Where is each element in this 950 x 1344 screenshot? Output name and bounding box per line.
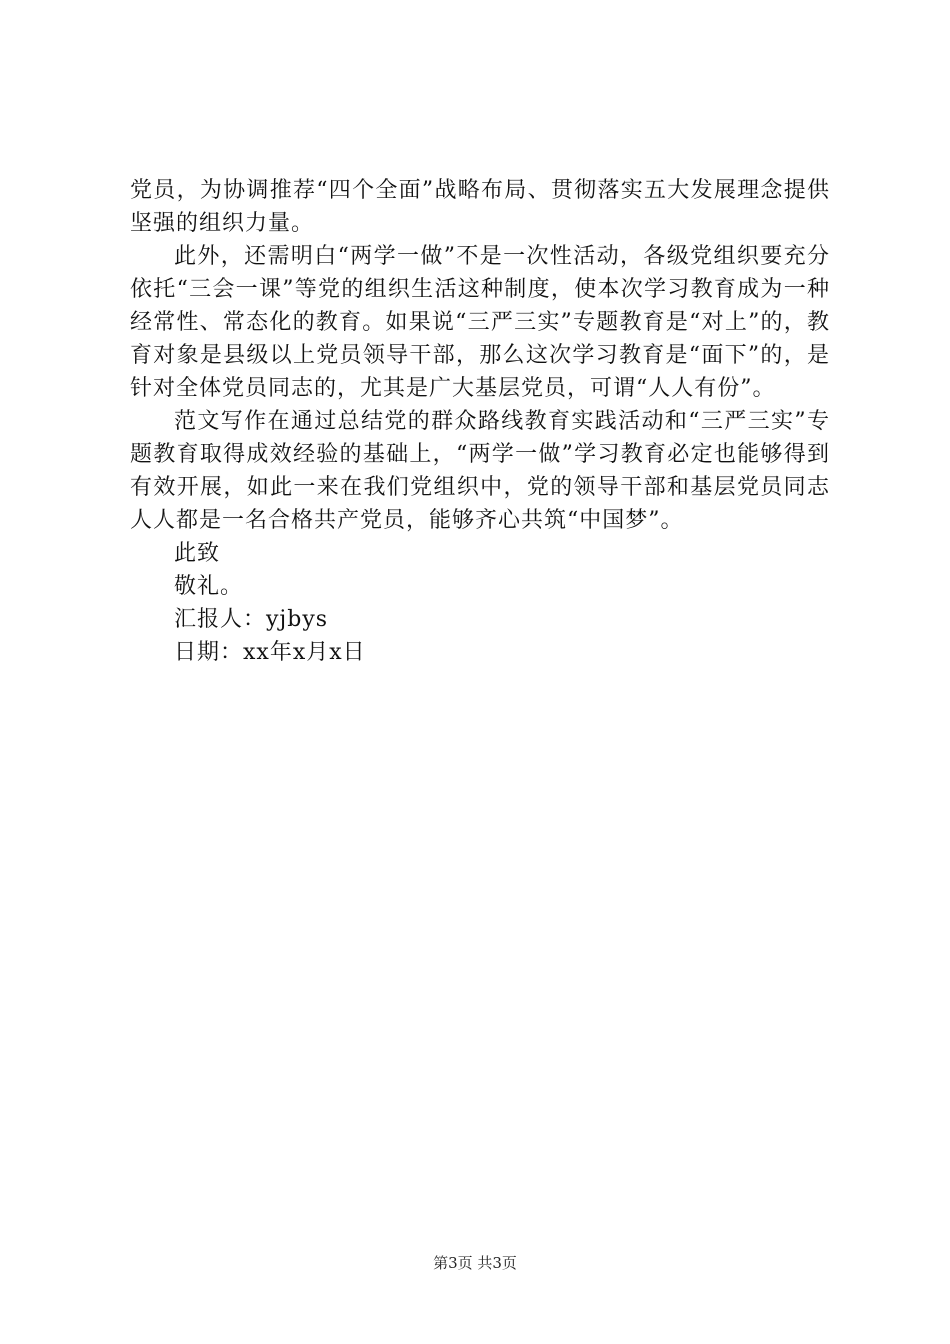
paragraph-3: 范文写作在通过总结党的群众路线教育实践活动和“三严三实”专题教育取得成效经验的基础上，“两学一做”学习教育必定也能够得到有效开展，如此一来在我们党组织中，党的领导干部和基层党员同志人人都是一名合格共产党员，能够齐心共筑“中国梦”。 — [130, 409, 830, 533]
paragraph-1: 党员，为协调推荐“四个全面”战略布局、贯彻落实五大发展理念提供坚强的组织力量。 — [130, 178, 830, 236]
closing-regards: 敬礼。 — [174, 574, 244, 599]
date-line: 日期：xx年x月x日 — [174, 640, 366, 665]
reporter-line: 汇报人：yjbys — [174, 607, 329, 632]
document-body — [130, 174, 830, 669]
paragraph-2: 此外，还需明白“两学一做”不是一次性活动，各级党组织要充分依托“三会一课”等党的组织生活这种制度，使本次学习教育成为一种经常性、常态化的教育。如果说“三严三实”专题教育是“对上”的，教育对象是县级以上党员领导干部，那么这次学习教育是“面下”的，是针对全体党员同志的，尤其是广大基层党员，可谓“人人有份”。 — [130, 244, 830, 401]
closing-salutation: 此致 — [174, 541, 221, 566]
page-footer: 第3页 共3页 — [433, 1254, 517, 1272]
